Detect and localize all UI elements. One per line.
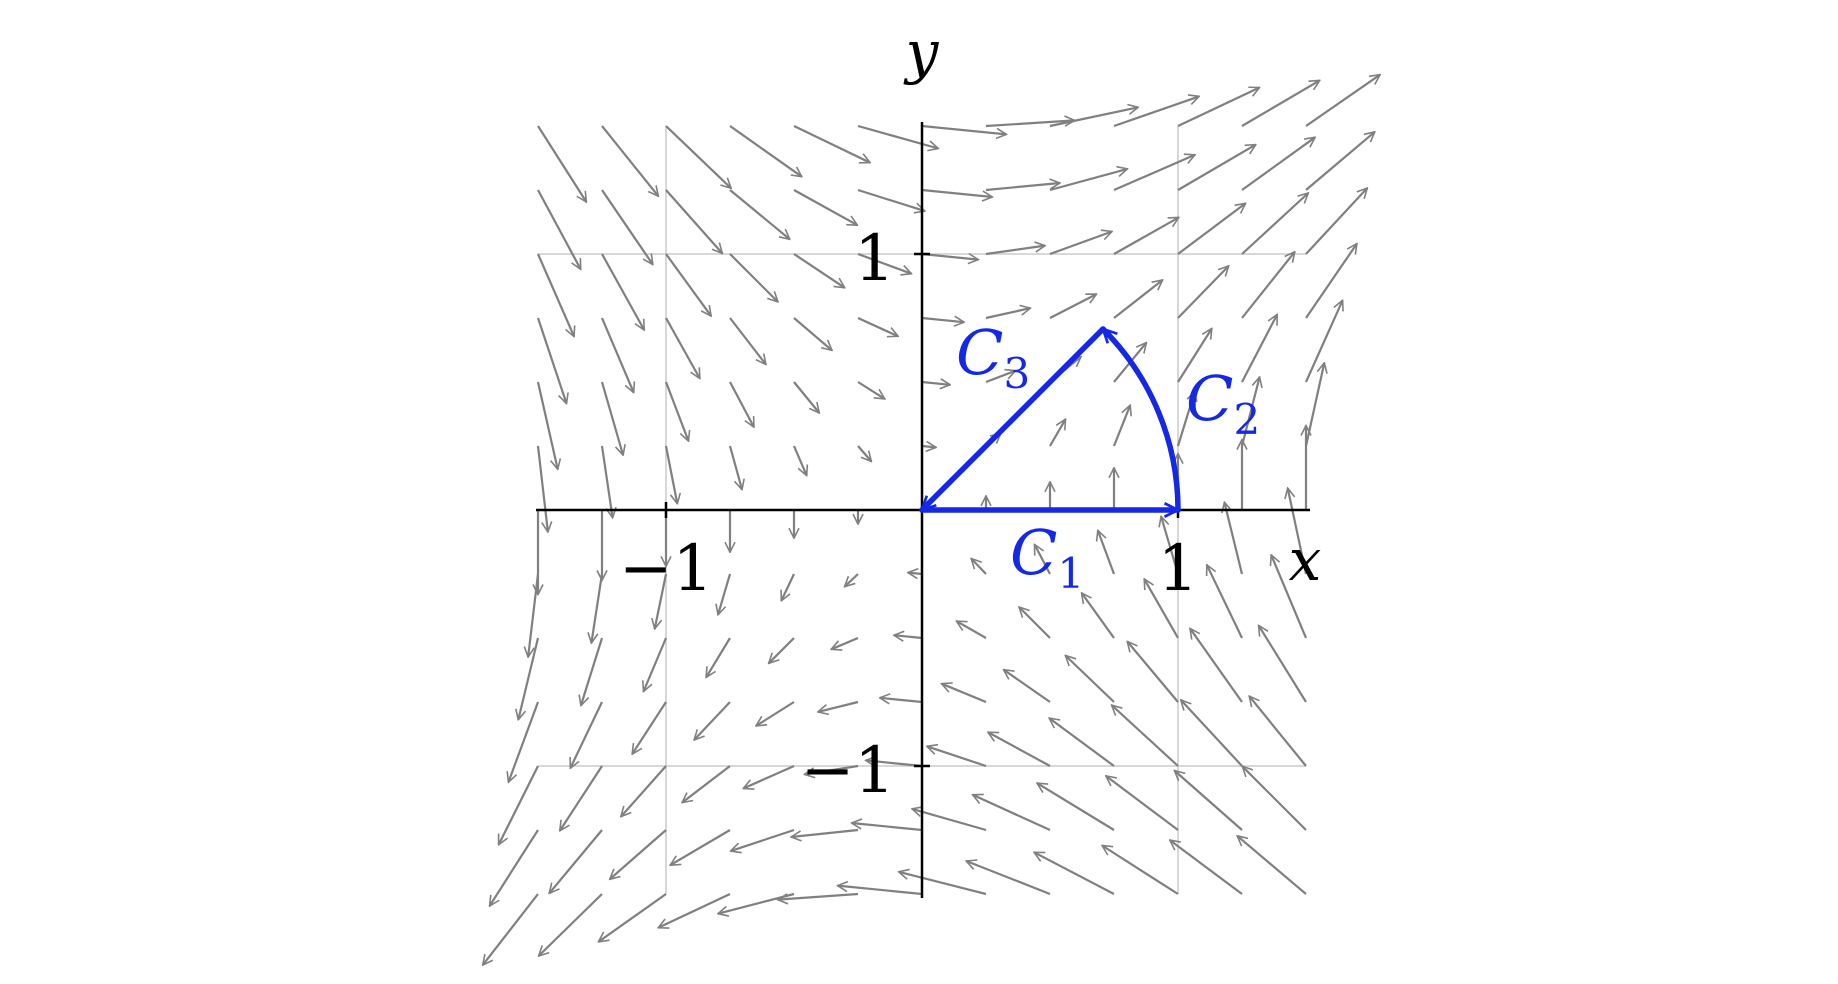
field-vector bbox=[499, 766, 538, 845]
field-vector bbox=[682, 766, 730, 803]
field-vector bbox=[858, 190, 925, 211]
field-vector bbox=[858, 382, 885, 399]
field-vector bbox=[1170, 840, 1242, 894]
field-vector bbox=[986, 246, 1045, 254]
field-vector bbox=[1114, 405, 1130, 446]
field-vector bbox=[845, 574, 858, 587]
field-vector bbox=[591, 574, 602, 643]
field-vector bbox=[1050, 232, 1112, 255]
field-vector bbox=[769, 638, 794, 663]
closed-path bbox=[922, 316, 1260, 598]
field-vector bbox=[706, 638, 730, 677]
x-axis-label: x bbox=[1288, 526, 1322, 594]
field-vector bbox=[602, 254, 644, 330]
field-vector bbox=[1178, 203, 1246, 254]
field-vector bbox=[922, 382, 950, 385]
field-vector bbox=[1306, 132, 1375, 190]
field-vector bbox=[666, 254, 711, 316]
field-vector bbox=[730, 382, 754, 427]
field-vector bbox=[1098, 530, 1114, 574]
field-vector bbox=[1050, 169, 1127, 190]
field-vector bbox=[838, 886, 923, 894]
field-vector bbox=[1249, 696, 1306, 766]
field-vector bbox=[1037, 783, 1114, 830]
field-vector bbox=[1102, 846, 1178, 895]
field-vector bbox=[538, 382, 558, 469]
field-vector bbox=[1306, 244, 1357, 318]
field-vector bbox=[743, 766, 794, 789]
x-tick-label-neg1: −1 bbox=[618, 532, 714, 606]
field-vector bbox=[908, 573, 922, 574]
field-vector bbox=[730, 254, 778, 302]
field-vector bbox=[1114, 217, 1179, 254]
field-vector bbox=[602, 382, 623, 455]
field-vector bbox=[1242, 314, 1277, 382]
field-vector bbox=[927, 746, 986, 766]
field-vector bbox=[1306, 188, 1367, 254]
field-vector bbox=[880, 698, 922, 702]
field-vector bbox=[1034, 852, 1114, 894]
field-vector bbox=[610, 830, 666, 879]
field-vector bbox=[658, 894, 730, 928]
field-vector bbox=[718, 574, 730, 615]
field-vector bbox=[818, 702, 858, 712]
field-vector bbox=[942, 684, 986, 702]
field-vector bbox=[966, 861, 1050, 894]
field-vector bbox=[730, 190, 790, 239]
field-vector bbox=[986, 183, 1060, 190]
field-vector bbox=[973, 795, 1050, 830]
y-tick-label-pos1: 1 bbox=[854, 222, 895, 296]
field-vector bbox=[602, 318, 634, 393]
field-vector bbox=[922, 126, 1007, 134]
field-vector bbox=[971, 559, 986, 575]
y-tick-label-neg1: −1 bbox=[800, 734, 895, 808]
field-vector bbox=[1207, 565, 1242, 638]
field-vector bbox=[1178, 266, 1229, 318]
field-vector bbox=[1242, 766, 1306, 830]
field-vector bbox=[538, 254, 574, 337]
field-vector bbox=[1114, 155, 1195, 190]
field-vector bbox=[621, 766, 666, 817]
field-vector bbox=[831, 638, 858, 649]
field-vector bbox=[1127, 642, 1178, 703]
field-vector bbox=[508, 702, 538, 782]
field-vector bbox=[922, 254, 978, 260]
field-vector bbox=[730, 318, 766, 365]
field-vector bbox=[538, 446, 548, 532]
field-vector bbox=[756, 702, 794, 726]
field-vector bbox=[794, 382, 819, 413]
field-vector bbox=[1112, 705, 1178, 766]
field-vector bbox=[794, 318, 832, 350]
field-vector bbox=[666, 318, 700, 379]
field-vector bbox=[1114, 280, 1163, 318]
field-vector bbox=[538, 190, 581, 269]
x-tick-label-pos1: 1 bbox=[1157, 532, 1199, 606]
field-vector bbox=[730, 446, 742, 490]
field-vector bbox=[718, 894, 794, 914]
curve-label-c1: C1 bbox=[1010, 516, 1085, 598]
field-vector bbox=[1242, 80, 1320, 126]
field-vector bbox=[602, 446, 613, 518]
field-vector bbox=[852, 823, 922, 830]
field-vector bbox=[570, 702, 602, 768]
field-vector bbox=[794, 254, 845, 288]
field-vector bbox=[1181, 700, 1242, 766]
field-vector bbox=[539, 894, 602, 956]
field-vector bbox=[1178, 88, 1260, 127]
field-vector bbox=[666, 446, 677, 504]
field-vector bbox=[1237, 836, 1306, 894]
field-vector bbox=[1259, 625, 1306, 702]
field-vector bbox=[598, 894, 666, 942]
field-vector bbox=[1178, 145, 1256, 190]
field-vector bbox=[644, 638, 667, 692]
curve-label-c2: C2 bbox=[1186, 362, 1261, 444]
field-vector bbox=[1106, 776, 1178, 830]
field-vector bbox=[1004, 670, 1051, 702]
field-vector bbox=[899, 872, 986, 894]
field-vector bbox=[794, 190, 857, 225]
field-vector bbox=[988, 732, 1050, 766]
field-vector bbox=[1050, 294, 1097, 318]
field-vector bbox=[794, 446, 807, 476]
field-vector bbox=[794, 126, 870, 163]
field-vector bbox=[1049, 718, 1114, 766]
field-vector bbox=[581, 638, 602, 706]
field-vector bbox=[666, 126, 731, 188]
field-vector bbox=[666, 190, 722, 253]
field-vector bbox=[1065, 656, 1114, 703]
field-vector bbox=[632, 702, 666, 754]
field-vector bbox=[956, 621, 986, 638]
field-vector bbox=[1242, 193, 1308, 254]
field-vector bbox=[1242, 252, 1295, 318]
field-vector bbox=[922, 446, 936, 447]
vector-field bbox=[483, 75, 1380, 965]
field-vector bbox=[1050, 419, 1066, 446]
field-vector bbox=[538, 126, 586, 202]
field-vector bbox=[731, 830, 794, 851]
field-vector bbox=[922, 190, 992, 197]
field-vector bbox=[858, 446, 871, 462]
field-vector bbox=[858, 318, 898, 336]
field-vector bbox=[549, 830, 602, 893]
field-vector bbox=[1190, 628, 1242, 702]
field-vector bbox=[1082, 593, 1114, 638]
field-vector bbox=[730, 126, 802, 177]
field-vector bbox=[1224, 502, 1242, 574]
field-vector bbox=[666, 382, 689, 441]
field-vector bbox=[490, 830, 538, 906]
field-vector bbox=[694, 702, 730, 740]
field-vector bbox=[858, 126, 938, 149]
field-vector bbox=[1306, 300, 1343, 382]
field-vector bbox=[560, 766, 602, 831]
field-vector bbox=[791, 830, 858, 837]
y-axis-label: y bbox=[905, 18, 939, 86]
field-vector bbox=[670, 830, 730, 865]
curve-label-c3: C3 bbox=[956, 316, 1031, 398]
field-vector bbox=[781, 574, 794, 601]
field-vector bbox=[1174, 771, 1242, 831]
field-vector bbox=[1019, 607, 1050, 638]
field-vector bbox=[538, 318, 567, 404]
field-vector bbox=[894, 635, 922, 638]
field-vector bbox=[602, 126, 658, 196]
